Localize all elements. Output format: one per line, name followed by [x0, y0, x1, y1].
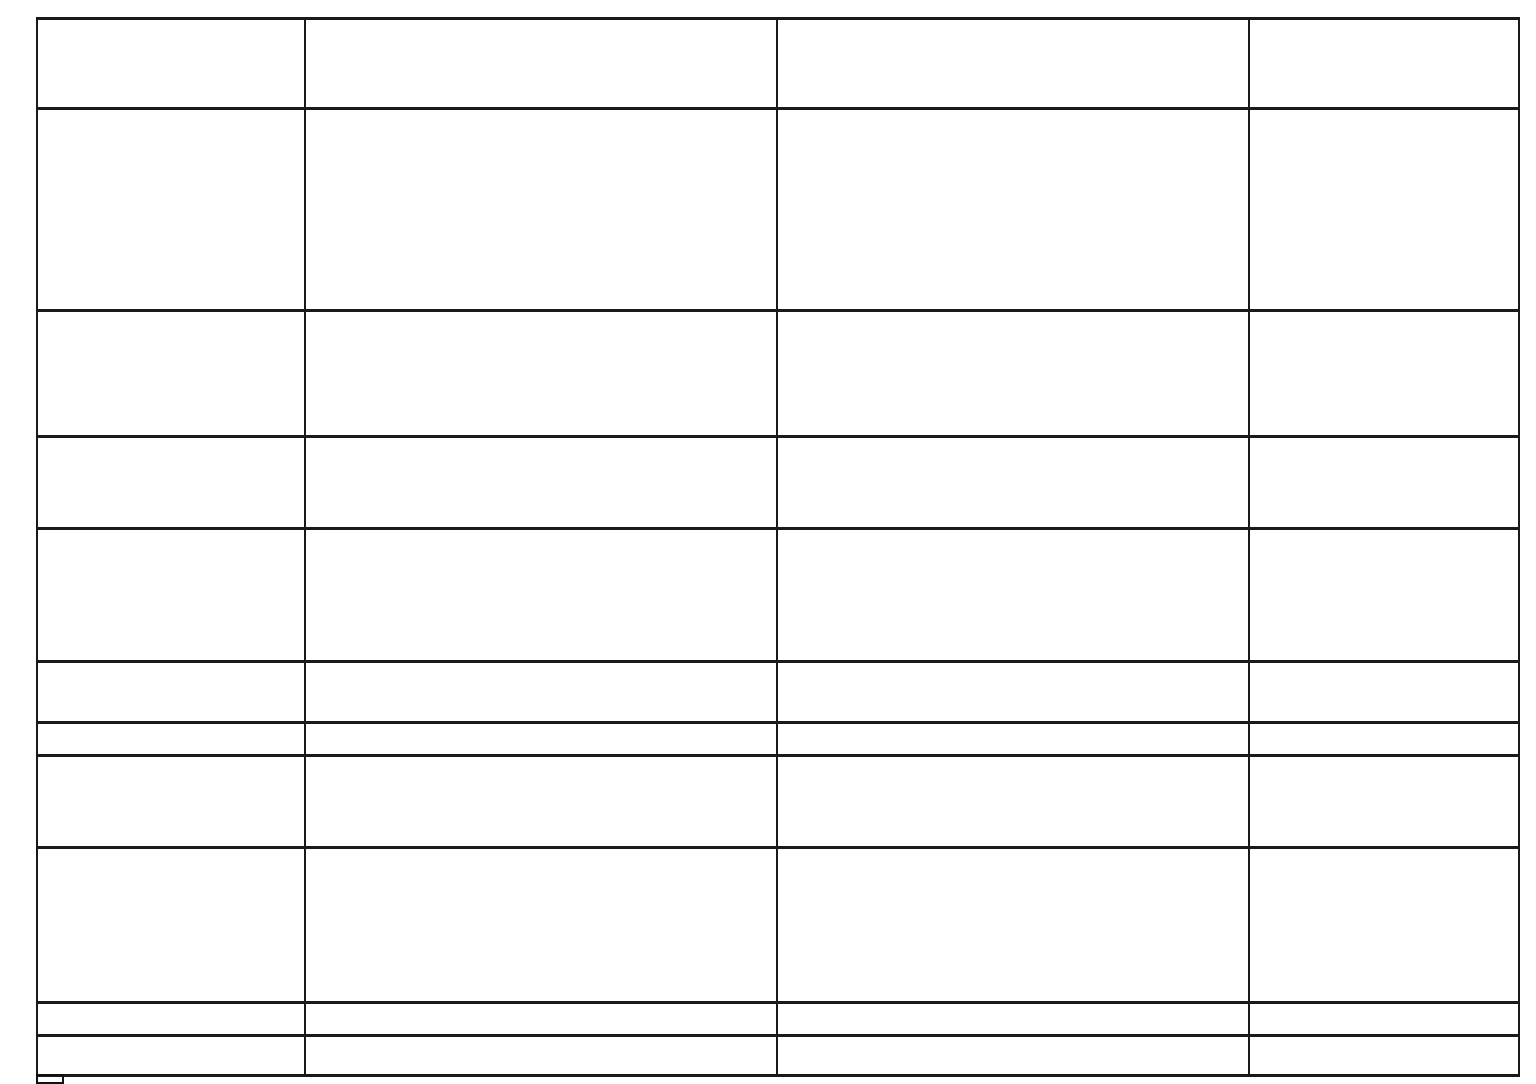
- table-row: [36, 19, 1520, 107]
- table-row: [36, 530, 1520, 660]
- table-row: [36, 1004, 1520, 1034]
- table-row: [36, 1037, 1520, 1074]
- table-row: [36, 757, 1520, 846]
- table-row: [36, 663, 1520, 721]
- table-row: [36, 312, 1520, 435]
- table-row: [36, 849, 1520, 1001]
- torque-nm-icon: [36, 1074, 64, 1084]
- table-row: [36, 110, 1520, 309]
- table-row: [36, 724, 1520, 754]
- row-divider: [36, 1074, 1520, 1077]
- table-row: [36, 438, 1520, 527]
